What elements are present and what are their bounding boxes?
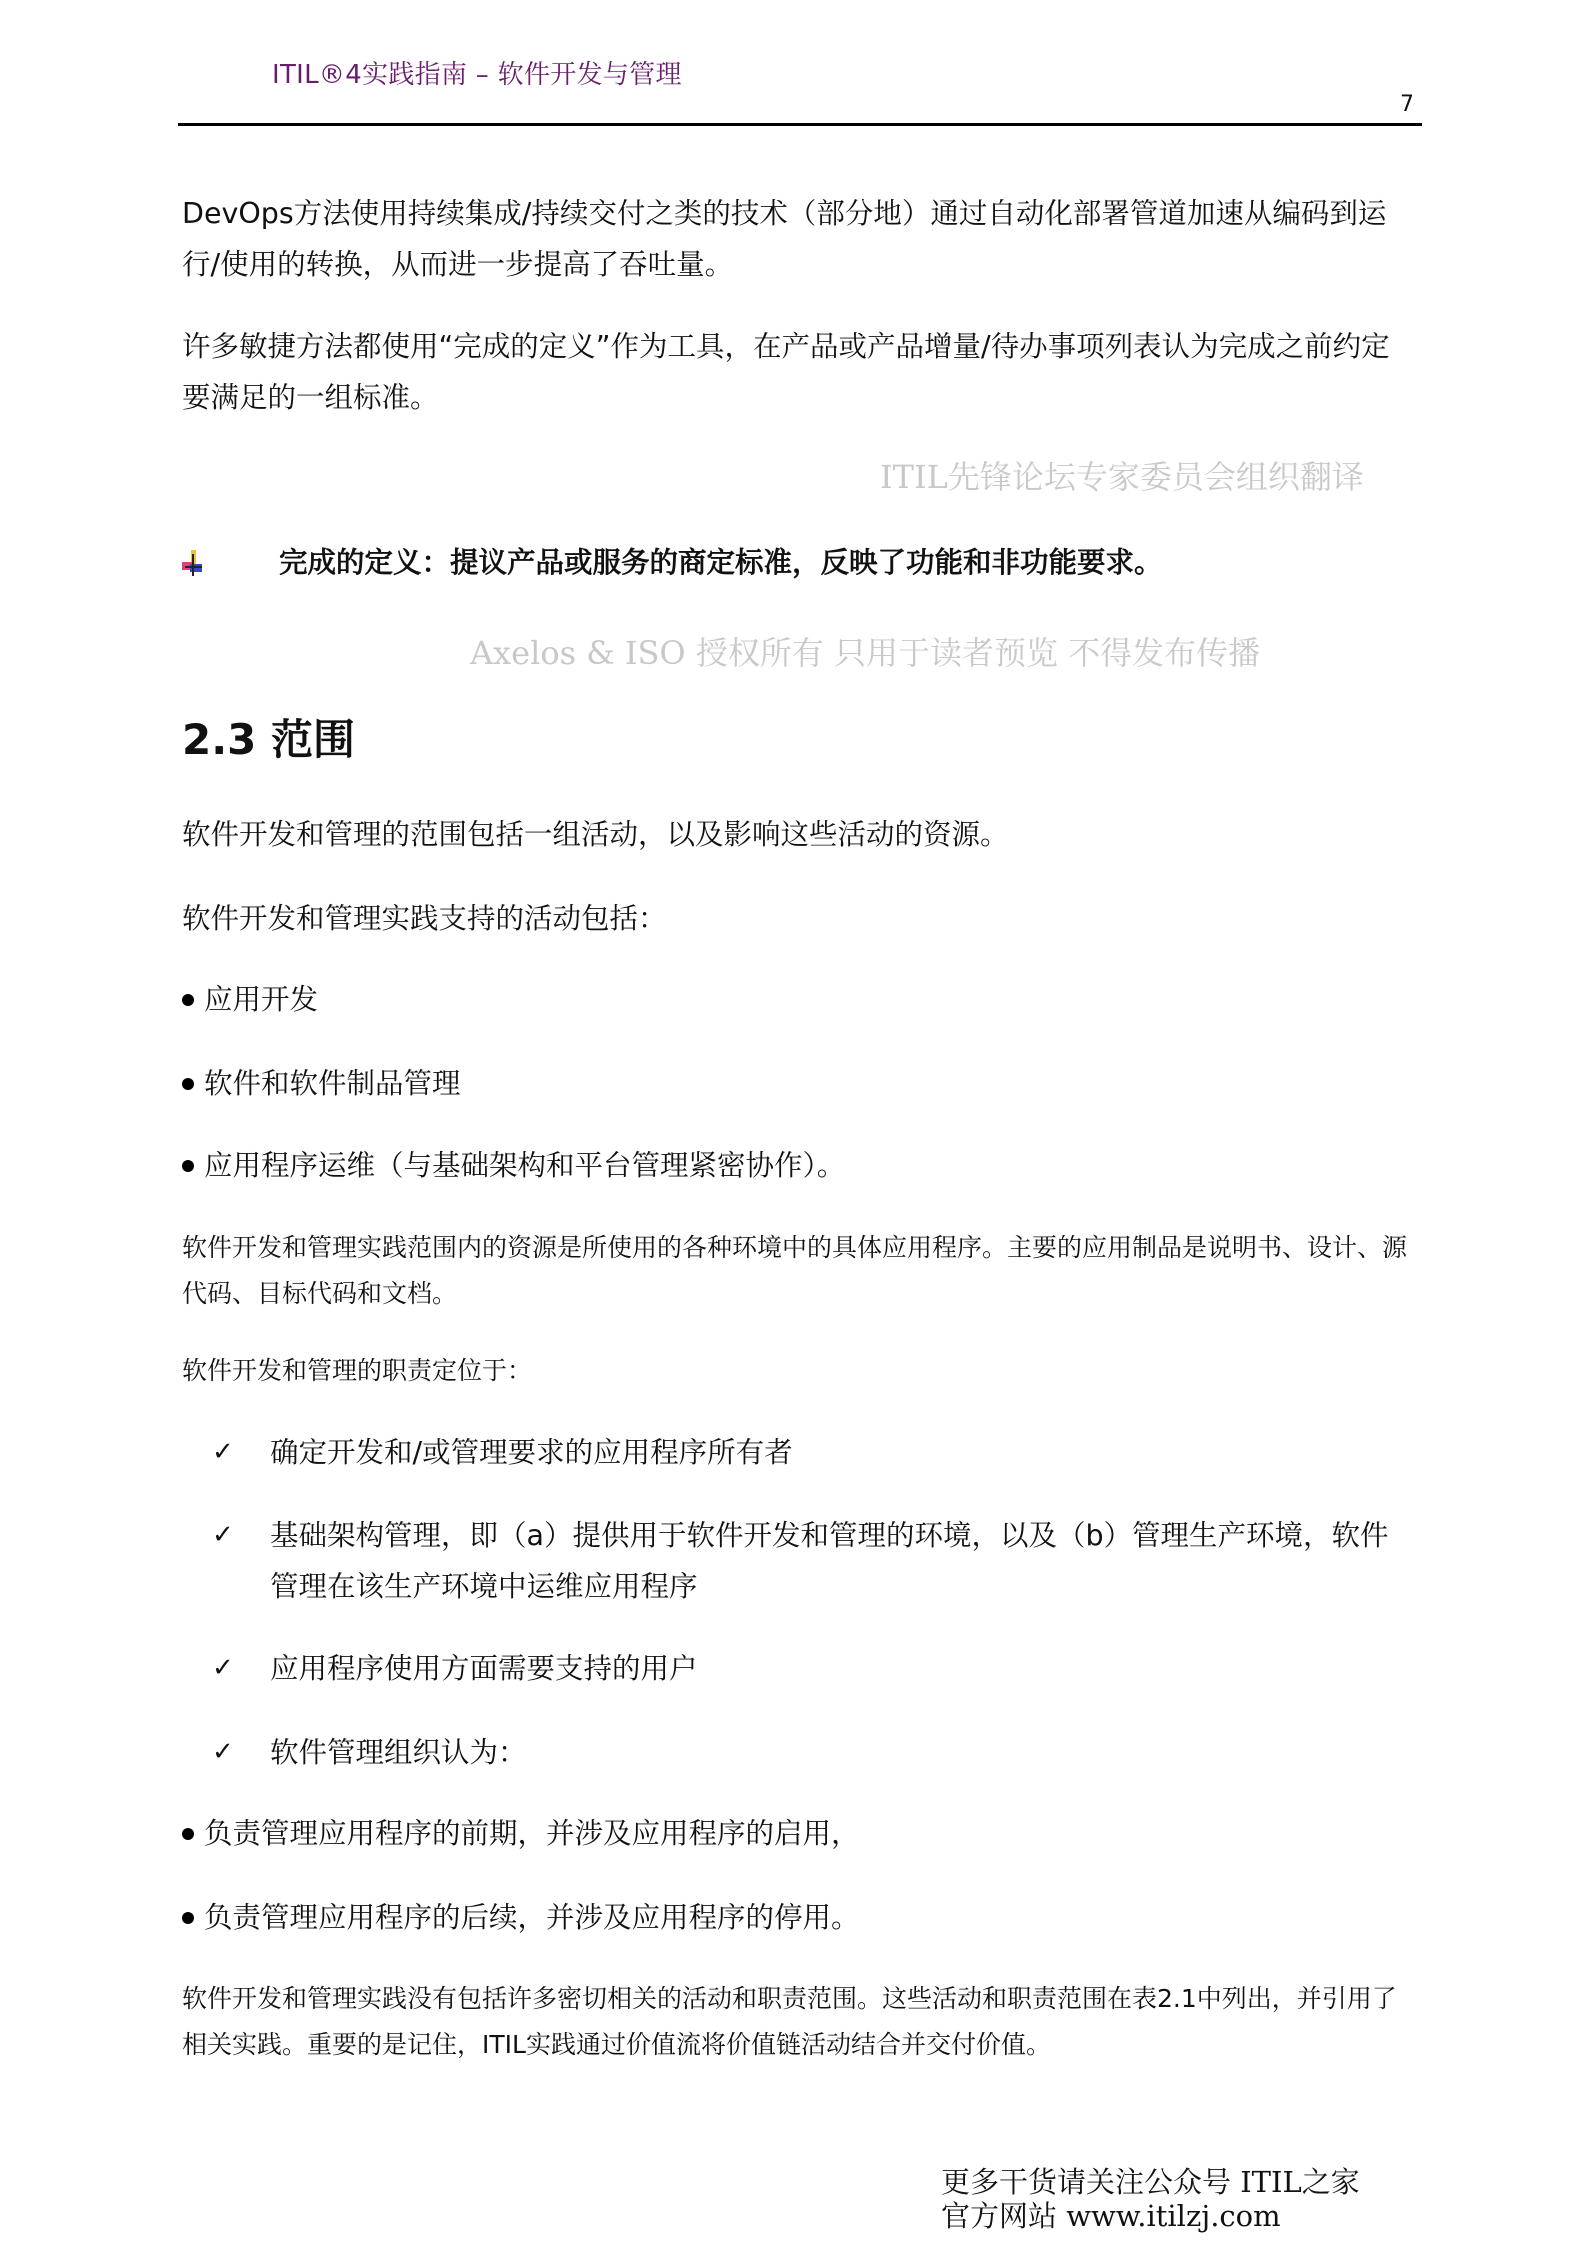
paragraph-responsibilities-intro: 软件开发和管理的职责定位于： bbox=[182, 1356, 533, 1385]
list-item-text: 应用开发 bbox=[204, 983, 319, 1016]
list-item-text: 负责管理应用程序的后续，并涉及应用程序的停用。 bbox=[204, 1901, 860, 1934]
paragraph-activities-intro: 软件开发和管理实践支持的活动包括： bbox=[182, 902, 667, 935]
check-row bbox=[182, 1427, 1417, 1478]
paragraph-dod: 许多敏捷方法都使用“完成的定义”作为工具，在产品或产品增量/待办事项列表认为完成之前约定要满足的一组标准。 bbox=[182, 330, 1390, 414]
footer-line-1: 更多干货请关注公众号 ITIL之家 bbox=[941, 2165, 1360, 2199]
page-number: 7 bbox=[1400, 92, 1414, 117]
list-item bbox=[182, 1064, 1417, 1104]
paragraph-scope: 软件开发和管理的范围包括一组活动，以及影响这些活动的资源。 bbox=[182, 818, 1009, 851]
footer-line-2: 官方网站 www.itilzj.com bbox=[941, 2199, 1281, 2233]
check-item: 确定开发和/或管理要求的应用程序所有者 bbox=[270, 1436, 793, 1469]
list-item-text: 软件和软件制品管理 bbox=[204, 1067, 461, 1100]
check-icon: ✓ bbox=[212, 1653, 234, 1683]
list-item bbox=[182, 1814, 1417, 1854]
check-item: 软件管理组织认为： bbox=[270, 1736, 527, 1769]
page-body bbox=[182, 0, 1417, 2068]
list-item bbox=[182, 980, 1417, 1020]
bullet-icon bbox=[182, 1828, 194, 1840]
check-icon: ✓ bbox=[212, 1437, 234, 1467]
definition-bullet-icon bbox=[182, 550, 204, 576]
running-header: ITIL®4实践指南 – 软件开发与管理 bbox=[272, 60, 682, 90]
list-item bbox=[182, 1146, 1417, 1186]
footer-promo bbox=[941, 2165, 1360, 2233]
bullet-icon bbox=[182, 1160, 194, 1172]
check-row bbox=[182, 1510, 1417, 1612]
check-row bbox=[182, 1643, 1417, 1694]
check-row bbox=[182, 1727, 1417, 1778]
section-heading: 2.3 范围 bbox=[182, 715, 356, 764]
watermark: ITIL先锋论坛专家委员会组织翻译 bbox=[880, 458, 1364, 496]
paragraph-resources: 软件开发和管理实践范围内的资源是所使用的各种环境中的具体应用程序。主要的应用制品是说明书、设计、源代码、目标代码和文档。 bbox=[182, 1233, 1408, 1308]
definition-row bbox=[182, 543, 1417, 583]
bullet-icon bbox=[182, 1078, 194, 1090]
list-item-text: 负责管理应用程序的前期，并涉及应用程序的启用， bbox=[204, 1817, 860, 1850]
bullet-icon bbox=[182, 994, 194, 1006]
definition-text: 完成的定义：提议产品或服务的商定标准，反映了功能和非功能要求。 bbox=[279, 546, 1163, 579]
check-item: 应用程序使用方面需要支持的用户 bbox=[270, 1652, 698, 1685]
watermark: Axelos & ISO 授权所有 只用于读者预览 不得发布传播 bbox=[470, 634, 1261, 672]
list-item-text: 应用程序运维（与基础架构和平台管理紧密协作）。 bbox=[204, 1149, 846, 1182]
check-icon: ✓ bbox=[212, 1737, 234, 1767]
paragraph-devops: DevOps方法使用持续集成/持续交付之类的技术（部分地）通过自动化部署管道加速从编码到运行/使用的转换，从而进一步提高了吞吐量。 bbox=[182, 197, 1387, 281]
check-icon: ✓ bbox=[212, 1520, 234, 1550]
paragraph-exclusions: 软件开发和管理实践没有包括许多密切相关的活动和职责范围。这些活动和职责范围在表2.1中列出，并引用了相关实践。重要的是记住，ITIL实践通过价值流将价值链活动结合并交付价值。 bbox=[182, 1984, 1397, 2059]
list-item bbox=[182, 1898, 1417, 1938]
bullet-icon bbox=[182, 1912, 194, 1924]
check-item: 基础架构管理，即（a）提供用于软件开发和管理的环境，以及（b）管理生产环境，软件管理在该生产环境中运维应用程序 bbox=[270, 1519, 1389, 1603]
